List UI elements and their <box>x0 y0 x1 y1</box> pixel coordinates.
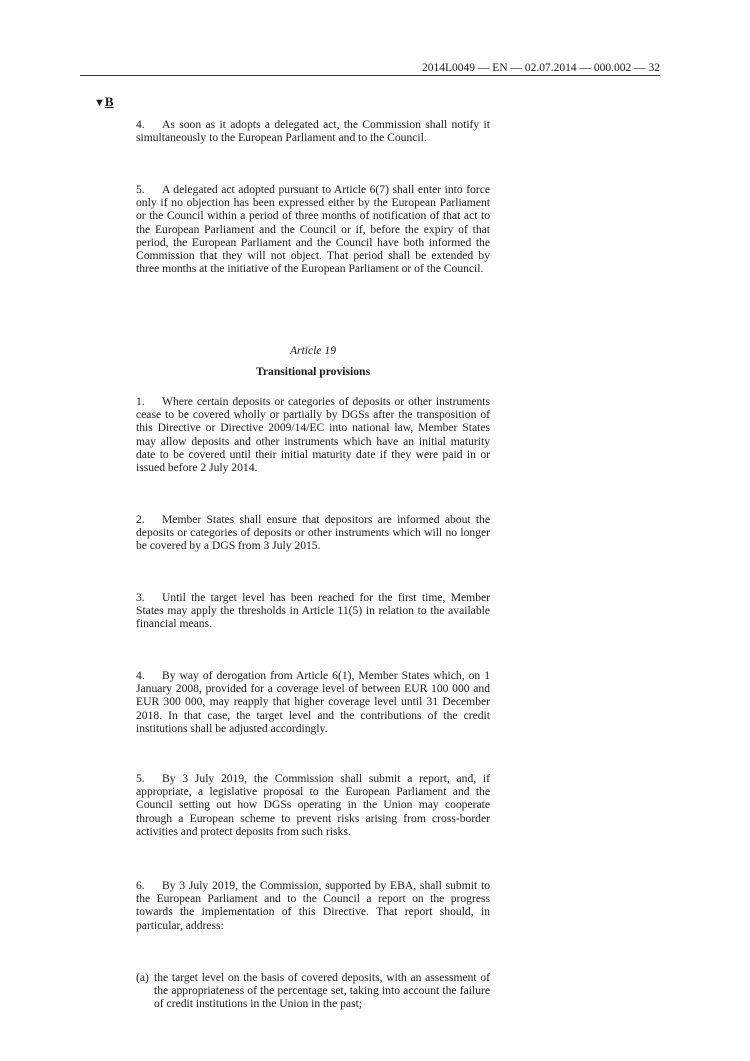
paragraph-6 <box>136 879 490 932</box>
list-item-a <box>136 971 490 1011</box>
article-number: Article 19 <box>289 344 337 357</box>
paragraph-number: 6. <box>136 879 145 892</box>
marker-letter: B <box>104 94 114 109</box>
paragraph-text: By 3 July 2019, the Commission shall submit a report, and, if appropriate, a legislative proposal to the European Parliament and the Council setting out how DGSs operating in the Union may cooperate through a European scheme to prevent risks arising from cross-border activities and protect deposits from such risks. <box>136 772 490 838</box>
list-item-label: (a) <box>136 971 149 984</box>
document-reference: 2014L0049 — EN — 02.07.2014 — 000.002 — 32 <box>422 62 660 74</box>
paragraph-text: A delegated act adopted pursuant to Article 6(7) shall enter into force only if no objection has been expressed either by the European Parliament or the Council within a period of three months of notification of that act to the European Parliament and the Council or if, before the expiry of that period, the European Parliament and the Council have both informed the Commission that they will not object. That period shall be extended by three months at the initiative of the European Parliament or of the Council. <box>136 183 490 276</box>
paragraph-2 <box>136 513 490 553</box>
list-item-text: the target level on the basis of covered deposits, with an assessment of the appropriateness of the percentage set, taking into account the failure of credit institutions in the Union in the past; <box>154 971 490 1011</box>
paragraph-text: By way of derogation from Article 6(1), Member States which, on 1 January 2008, provided for a coverage level of between EUR 100 000 and EUR 300 000, may reapply that higher coverage level until 31 December 2018. In that case, the target level and the contributions of the credit institutions shall be adjusted accordingly. <box>136 669 490 735</box>
paragraph-1 <box>136 395 490 474</box>
paragraph-3 <box>136 591 490 631</box>
paragraph-text: By 3 July 2019, the Commission, supported by EBA, shall submit to the European Parliament and to the Council a report on the progress towards the implementation of this Directive. That report should, in particular, address: <box>136 879 490 932</box>
paragraph-4-top <box>136 118 490 144</box>
paragraph-number: 5. <box>136 772 145 785</box>
paragraph-number: 5. <box>136 183 145 196</box>
paragraph-4 <box>136 669 490 735</box>
paragraph-text: Until the target level has been reached for the first time, Member States may apply the thresholds in Article 11(5) in relation to the available financial means. <box>136 591 490 631</box>
triangle-down-icon: ▼ <box>94 97 105 109</box>
article-title: Transitional provisions <box>256 365 370 378</box>
paragraph-number: 1. <box>136 395 145 408</box>
page-header <box>80 61 660 76</box>
paragraph-number: 4. <box>136 669 145 682</box>
paragraph-5-top <box>136 183 490 275</box>
paragraph-number: 3. <box>136 591 145 604</box>
paragraph-5 <box>136 772 490 838</box>
paragraph-text: Member States shall ensure that depositors are informed about the deposits or categories of deposits or other instruments which will no longer be covered by a DGS from 3 July 2015. <box>136 513 490 553</box>
paragraph-number: 2. <box>136 513 145 526</box>
paragraph-text: Where certain deposits or categories of deposits or other instruments cease to be covered wholly or partially by DGSs after the transposition of this Directive or Directive 2009/14/EC into national law, Member States may allow deposits and other instruments which have an initial maturity date to be covered until their initial maturity date if they were paid in or issued before 2 July 2014. <box>136 395 490 475</box>
paragraph-text: As soon as it adopts a delegated act, the Commission shall notify it simultaneously to the European Parliament and to the Council. <box>136 118 490 145</box>
paragraph-number: 4. <box>136 118 145 131</box>
amendment-marker <box>94 94 114 110</box>
